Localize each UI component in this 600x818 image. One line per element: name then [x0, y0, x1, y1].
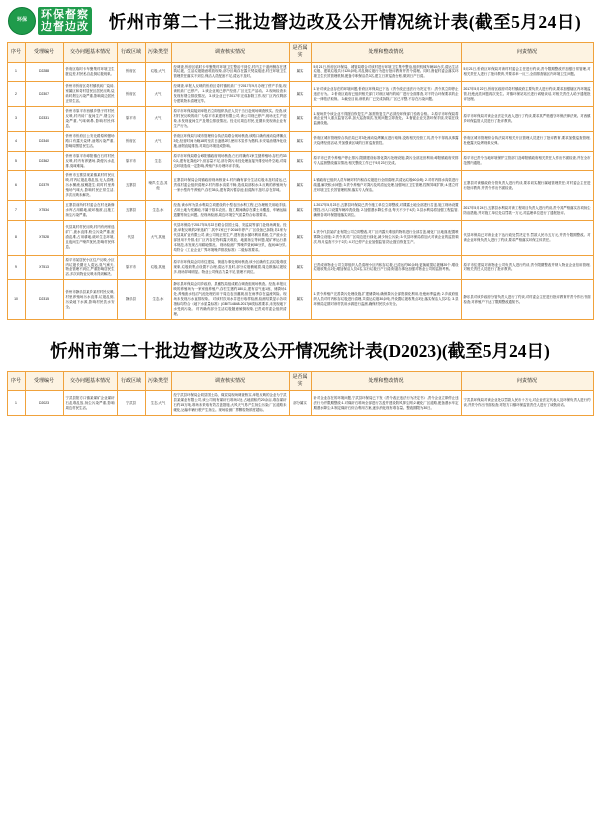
cell-real: 部分属实	[289, 391, 311, 416]
cell-ask: 2017年5月22日,忻府区政府对奇村镇政府主要负责人进行约谈,要求加强辖区内环境监管,杜绝此类问题再次发生。对镇环保站站长进行诫勉谈话,对相关责任人给予通报批评处理。	[461, 82, 593, 107]
environment-inspection-logo	[8, 6, 92, 36]
cell-report: 忻州市忻府区公安北路原种猪场路口有露天烧烤,油烟污染严重,影响周围居民生活。	[63, 131, 117, 151]
table-header-row	[7, 43, 593, 63]
cell-report: 原平市某居民小区住户反映,小区内垃圾长期无人清运,臭气熏天,物业管理不到位,严重影响居民生活,多次向物业反映未得到解决。	[63, 255, 117, 280]
cell-detail: 原平市环保局联合崞阳镇政府现场核查,白石村确有1家生猪养殖场,存栏约330头,建有化粪池2个,但容量不足,部分粪污未经处理直接外排至场外空地,对周边环境造成一定影响,养殖户未办理环评手续。	[171, 151, 289, 171]
col-header-detail: 调查核实情况	[171, 371, 289, 391]
logo-badge-icon: 环保	[8, 7, 36, 35]
section-2	[0, 334, 600, 416]
col-header-report: 交办问题基本情况	[63, 371, 117, 391]
cell-type: 生态	[145, 151, 171, 171]
cell-ask: 忻府区城市管理综合执法局对相关片区管理人员进行了批评教育,要求加强巡查管理,杜绝露天烧烤现象反弹。	[461, 131, 593, 151]
cell-no: 2	[7, 82, 25, 107]
table-row	[7, 151, 593, 171]
cell-detail: 五寨县环保局会同镇政府现场核查:1.村内确有部分生活垃圾未及时清运,已责成村委会组织清理;2.村内排水沟渠不畅,造成局部积水;3.反映的养殖场为一家小型肉牛养殖户,存栏35头,建有粪污暂存池,但清掏不及时,存在异味。	[171, 171, 289, 201]
cell-area: 宁武县	[117, 391, 145, 416]
cell-no: 8	[7, 220, 25, 255]
col-header-handle: 处理和整改情况	[311, 43, 461, 63]
cell-handle: 1.现场责令该企业不得擅自恢复生产,如需恢复生产必须经环保部门验收合格。 2.原平市环保局将该企业列入重点监管名单,加大巡查频次,发现问题立即查处。 3.督促企业完善环保手续,安装在线监测设施。	[311, 107, 461, 132]
cell-no: 9	[7, 255, 25, 280]
table-row	[7, 131, 593, 151]
cell-detail: 静乐县环保局会同乡政府、县畜牧局组成联合调查组现场核查。经查,举报反映的养殖场为一家家庭养殖户,存栏生猪约180头,建有沼气池1座、储粪场1处,养殖废水经沼气池处理后用于周边农田灌溉,但在雨季存在溢流风险。现场未发现污水直排现象。 对该村饮用水井进行取样检测,检测结果显示各项指标均符合《地下水质量标准》(GB/T14848-2017)Ⅲ类标准要求,未发现地下水受到污染。 村内确有部分生活垃圾随意倾倒现象,已责成村委会组织清理。	[171, 280, 289, 320]
statistics-table-2	[7, 371, 594, 416]
cell-area: 忻府区	[117, 62, 145, 82]
cell-detail: 原平市环保局会同市住建局、街道办事处现场核查,该小区确有生活垃圾堆放现象,垃圾收集点设置不合理,清运不及时,部分垃圾桶破损,周边散落垃圾较多,现场异味明显。物业公司保洁力量不足,管理不到位。	[171, 255, 289, 280]
table-row	[7, 201, 593, 221]
col-header-handle: 处理和整改情况	[311, 371, 461, 391]
col-header-code: 受理编号	[25, 371, 63, 391]
cell-report: 忻州市忻府区奇村镇机砖厂烧砖,家属区和奇村居民区居民反映,烧砖时烟尘污染严重,影响周边居民正常生活。	[63, 82, 117, 107]
cell-type: 噪声,生态,其他	[145, 171, 171, 201]
cell-area: 静乐县	[117, 280, 145, 320]
table-row	[7, 171, 593, 201]
table-row	[7, 107, 593, 132]
cell-type: 生态,水	[145, 280, 171, 320]
cell-ask: 原平市已责令当地环境保护主管部门及崞阳镇政府相关责任人作出书面检查,并在全市范围内通报。	[461, 151, 593, 171]
cell-area: 忻府区	[117, 82, 145, 107]
col-header-real: 是否属实	[289, 43, 311, 63]
cell-code: D2288	[25, 62, 63, 82]
cell-type: 大气	[145, 131, 171, 151]
cell-code: X7534	[25, 201, 63, 221]
cell-area: 原平市	[117, 255, 145, 280]
cell-area: 五寨县	[117, 171, 145, 201]
cell-code: D2340	[25, 131, 63, 151]
cell-real: 属实	[289, 151, 311, 171]
cell-detail: 代县环保局于2017年5月22日联合县国土局、安监局等部门赴现场调查。经查,举报反映的2家选矿厂,其中1家已于2016年停产,厂区设备已拆除;另1家为代县某矿业有限公司,该公司现正常生产,建有废水循环利用系统,生产废水全部回用不外排,但厂区内存在物料露天堆放、地面扬尘等问题,尾矿库运行基本规范,未发现占用耕地情况。 现场检测厂界噪声昼间58分贝、夜间46分贝,均符合《工业企业厂界环境噪声排放标准》二级标准要求。	[171, 220, 289, 255]
cell-report: 忻州市原平市崞阳镇白石村村民反映,村内有养猪场,粪便污水乱排,臭味难闻。	[63, 151, 117, 171]
cell-report: 宁武县阳方口镇某煤矿企业煤矸石乱堆乱放,扬尘污染严重,影响周边村民生活。	[63, 391, 117, 416]
cell-code: D2331	[25, 107, 63, 132]
page-title-2: 忻州市第二十批边督边改及公开情况统计表(D2023)(截至5月24日)	[50, 340, 550, 361]
cell-no: 4	[7, 131, 25, 151]
cell-handle: 已责成该物业公司立即组织人员清理小区内积存垃圾,已清运约50余吨;更换破损垃圾桶20个,增设垃圾收集点2处;增加保洁人员4名,实行垃圾日产日清;街道办事处加强对物业公司的监督考核。	[311, 255, 461, 280]
cell-real: 属实	[289, 82, 311, 107]
cell-code: D2023	[25, 391, 63, 416]
col-header-type: 污染类型	[145, 371, 171, 391]
cell-real: 属实	[289, 255, 311, 280]
cell-type: 大气	[145, 107, 171, 132]
cell-code: X7513	[25, 255, 63, 280]
cell-handle: 原平市已责令养殖户停止排污,限期建设标准化粪污处理设施,粪污全部还田利用;崞阳镇政府安排专人监督整改落实情况;相关整改工作已于5月23日完成。	[311, 151, 461, 171]
cell-ask: 代县环保局已对该企业下达行政处罚决定书,罚款人民币五万元,并责令限期整改。对该企业环保负责人进行了约谈,要求严格落实环保主体责任。	[461, 220, 593, 255]
cell-type: 大气	[145, 82, 171, 107]
cell-detail: 经调查,忻府区临时卡车聚集村环境卫生整治不到位,村内主干道两侧存在建筑垃圾、生活垃圾随意堆放现象,部分区域存在露天焚烧痕迹,村庄环境卫生管理责任落实不到位,保洁人员配备不足,清运不及时。	[171, 62, 289, 82]
cell-real: 属实	[289, 280, 311, 320]
cell-detail: 经调查,举报人反映的忻府区奇村镇机砖厂于2017年9月办理了停产手续,现该机砖厂已停产。 1.该企业现已停产经营,厂区无生产活动。 2.现场检查未发现有烟尘排放情况。 3.该企业已于2017年完成拆除工作,现厂区内仅剩部分建筑物未清理完毕。	[171, 82, 289, 107]
col-header-area: 行政区域	[117, 43, 145, 63]
table-row	[7, 220, 593, 255]
cell-real: 属实	[289, 201, 311, 221]
cell-real: 属实	[289, 62, 311, 82]
cell-code: X7528	[25, 220, 63, 255]
cell-report: 代县某村村民反映,村内有两家选矿厂,废水直排,粉尘污染严重,废渣乱堆,占用耕地,破坏生态环境,且夜间生产噪声扰民,影响村民休息。	[63, 220, 117, 255]
col-header-ask: 问责情况	[461, 371, 593, 391]
cell-ask: 原平市住建局对该物业公司负责人进行约谈,责令限期整改并纳入物业企业信用管理,对相关责任人员进行了批评教育。	[461, 255, 593, 280]
table-row	[7, 391, 593, 416]
document-header	[0, 0, 600, 38]
cell-ask: 原平市环保局对该企业法定代表人进行了约谈,要求其严格遵守环保法律法规。对西镇乡环保监管人员进行了批评教育。	[461, 107, 593, 132]
cell-handle: 1.责令代县某矿业有限公司立即整改,对厂区内露天堆放的物料进行全部苫盖,硬化厂区地面,配置喷雾降尘设施; 2.责令其对厂区周边进行绿化,减少扬尘污染; 3.代县环保局将加大对该企业的监管频次,每月巡查不少于2次; 4.对已停产企业加强监管,防止擅自恢复生产。	[311, 220, 461, 255]
table-row	[7, 280, 593, 320]
logo-line-1: 环保督察	[41, 9, 89, 21]
statistics-table-1	[7, 42, 594, 320]
cell-ask: 2017年5月24日,五寨县水利局对该工程项目负责人进行约谈,责令其严格落实各项扬尘防治措施,并对施工单位处以罚款一万元,对监理单位进行了通报批评。	[461, 201, 593, 221]
col-header-no: 序号	[7, 371, 25, 391]
cell-handle: 1.2017年5月23日,五寨县环保局已责令施工单位立即整改,对裸露土地全部进行苫盖,施工现场设置围挡,出入口设置车辆冲洗设施; 2.加强洒水降尘作业,每天不少于4次; 3.县水利局将加强工程监管,确保各项环保措施落实到位。	[311, 201, 461, 221]
cell-no: 3	[7, 107, 25, 132]
cell-ask: 宁武县环保局对该企业处以罚款人民币十万元,对企业法定代表人及环保负责人进行约谈,并责令作出书面检查;对阳方口镇环保监管责任人进行了诫勉谈话。	[461, 391, 593, 416]
table-row	[7, 62, 593, 82]
cell-report: 忻府区临时卡车聚集村环境卫生脏乱差,村民私自乱倒垃圾现象。	[63, 62, 117, 82]
logo-text	[38, 7, 92, 35]
cell-area: 忻府区	[117, 131, 145, 151]
cell-ask: 五寨县对该镇政府分管负责人进行约谈,要求切实履行属地管理责任;对村委会主任进行批评教育,并责令作出书面检查。	[461, 171, 593, 201]
col-header-ask: 问责情况	[461, 43, 593, 63]
cell-no: 5	[7, 151, 25, 171]
cell-code: D2315	[25, 280, 63, 320]
cell-detail: 经查,该水库为县水利局立项建设的小型农田水利工程,已办理相关用地手续,占用土地为荒滩地,不属于基本农田。施工期间确存在裸土未覆盖、车辆运输遗撒等扬尘问题。经现场检测,周边环境空气质量符合标准要求。	[171, 201, 289, 221]
cell-real: 属实	[289, 131, 311, 151]
cell-report: 忻州市静乐县某乡某村村民反映,村里养殖场污水直排,垃圾乱倒,污染地下水源,影响村民饮水安全。	[63, 280, 117, 320]
cell-type: 生态,大气	[145, 391, 171, 416]
table-body-2	[7, 391, 593, 416]
cell-code: D2307	[25, 82, 63, 107]
cell-no: 1	[7, 391, 25, 416]
table-row	[7, 82, 593, 107]
page-title: 忻州市第二十三批边督边改及公开情况统计表(截至5月24日)	[108, 11, 582, 32]
cell-area: 代县	[117, 220, 145, 255]
cell-code: D2379	[25, 171, 63, 201]
cell-handle: 针对企业存在的环境问题,宁武县环保局已下发《责令改正违法行为决定书》,责令企业立即停止违法行为并限期整改:1.对煤矸石堆场全部进行苫盖并建设防风抑尘网;2.硬化厂区道路,配备洒水车定期洒水降尘;3.制定煤矸石综合利用方案,逐步消化现有堆存量。整改期限为30日。	[311, 391, 461, 416]
cell-area: 五寨县	[117, 201, 145, 221]
cell-report: 忻州市五寨县现某镇某村村民反映,村内垃圾乱堆乱放,无人清理,污水横流,蚊蝇滋生;同时村里养殖场气味大,影响村民正常生活,多次反映未解决。	[63, 171, 117, 201]
cell-handle: 1.针对该企业存在的环境问题,忻府区环保局已下达《责令改正违法行为决定书》,责令其立即停止违法行为。 2.忻府区政府已组织相关部门对该区域内的砖厂进行全面排查,对不符合环保要求的企业一律依法取缔。 3.截至目前,该机砖厂已完成拆除,厂区已平整,不存在污染问题。	[311, 82, 461, 107]
cell-no: 10	[7, 280, 25, 320]
cell-real: 属实	[289, 171, 311, 201]
table-body-1	[7, 62, 593, 319]
cell-type: 生态,水	[145, 201, 171, 221]
cell-detail: 忻府区环保局与城市管理综合执法局联合现场核查,该路口确有流动烧烤摊点3处,经营时间为晚18时至次日凌晨2时,使用木炭作为燃料,未安装油烟净化设施,油烟直接排放,对周边环境造成影响。	[171, 131, 289, 151]
cell-handle: 忻府区城市管理综合执法局已对3处流动烧烤摊点进行取缔,没收相关经营工具,责令不得再从事露天烧烤经营活动,并加强该区域的日常巡查管控。	[311, 131, 461, 151]
cell-report: 五寨县前所村村委会在村北新修水库占用耕地,破坏植被,且施工扬尘污染严重。	[63, 201, 117, 221]
table-header-row	[7, 371, 593, 391]
cell-no: 7	[7, 201, 25, 221]
logo-line-2: 边督边改	[41, 21, 89, 33]
cell-report: 忻州市原平市西镇乡堡子村村民反映,村内砖厂夜间生产,烟尘污染严重,气味刺鼻,影响村民休息。	[63, 107, 117, 132]
col-header-type: 污染类型	[145, 43, 171, 63]
col-header-no: 序号	[7, 43, 25, 63]
cell-type: 垃圾,大气	[145, 62, 171, 82]
cell-no: 6	[7, 171, 25, 201]
col-header-real: 是否属实	[289, 371, 311, 391]
col-header-code: 受理编号	[25, 43, 63, 63]
cell-handle: 1.镇政府已组织人员车辆对村内积存垃圾进行全面清理,共清运垃圾60余吨; 2.对村内排水沟渠进行疏通,解决积水问题; 3.责令养殖户对粪污及时清运处理,加强场区卫生管理,控制异味扩散; 4.建立村庄环境卫生长效管理机制,落实专人保洁。	[311, 171, 461, 201]
cell-handle: 1.责令养殖户完善粪污处理设施,扩建储粪场,确保粪污全部资源化利用,杜绝雨季溢流; 2.乡政府组织人员对村内积存垃圾进行清理,共清运垃圾30余吨,并设置垃圾收集点3处,落实保洁人员2名; 3.县环保局定期对该村饮用水源进行监测,确保村民饮水安全。	[311, 280, 461, 320]
cell-ask: 5月21日,忻府区环保局对该村村委会主任进行约谈,责令限期整改并加强日常管理,对相关责任人进行了批评教育,并要求举一反三,全面排查辖区内环境卫生问题。	[461, 62, 593, 82]
cell-no: 1	[7, 62, 25, 82]
cell-area: 原平市	[117, 107, 145, 132]
cell-detail: 原平市环保局接到举报后立即组织执法人员于当日赴现场调查核实。经查,该村村民反映的砖厂为原平市某建材有限公司,该公司现已停产,现场无生产迹象,未发现夜间生产及烟尘排放情况。经走访周边村民,近期未发现该企业有生产行为。	[171, 107, 289, 132]
cell-code: D2362	[25, 151, 63, 171]
cell-real: 属实	[289, 220, 311, 255]
cell-ask: 静乐县对该乡政府分管负责人进行了约谈,对村委会主任进行批评教育并责令作出书面检查;对养殖户下达了限期整改通知书。	[461, 280, 593, 320]
col-header-area: 行政区域	[117, 371, 145, 391]
cell-type: 垃圾,其他	[145, 255, 171, 280]
cell-handle: 5月21日,忻府区环保局、城管局联合对该村进行环境卫生集中整治,组织机械车辆10台次,清运生活垃圾、建筑垃圾共计120余吨,对乱倒垃圾行为进行批评教育并责令清理。同时,督促村委会落实环境卫生长效管理机制,配备专职保洁员3名,建立日常巡查台账,做到日产日清。	[311, 62, 461, 82]
cell-real: 属实	[289, 107, 311, 132]
col-header-report: 交办问题基本情况	[63, 43, 117, 63]
cell-detail: 经宁武县环保局会同县国土局、煤炭局现场调查核实,举报反映的企业为宁武县某煤业有限公司,该公司现有煤矸石堆场1处,占地面积约20余亩,堆存煤矸石约15万吨,堆场未采取有效苫盖措施,大风天气易产生扬尘污染;厂区道路未硬化,运输车辆行驶产生扬尘。现场检测厂界颗粒物浓度超标。	[171, 391, 289, 416]
table-row	[7, 255, 593, 280]
cell-area: 原平市	[117, 151, 145, 171]
cell-type: 大气,其他	[145, 220, 171, 255]
col-header-detail: 调查核实情况	[171, 43, 289, 63]
